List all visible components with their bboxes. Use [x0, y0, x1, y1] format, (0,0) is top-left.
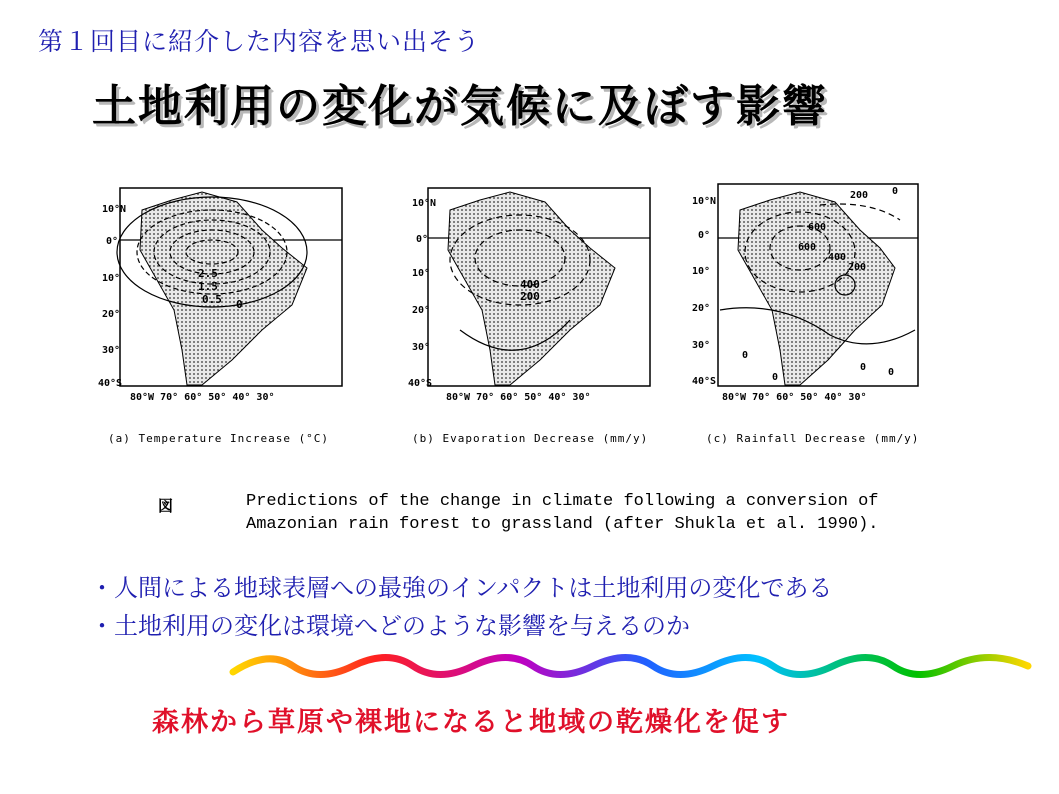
lat-label: 40°S: [408, 378, 433, 389]
lon-labels: 80°W 70° 60° 50° 40° 30°: [446, 392, 591, 403]
contour-label: 400: [828, 252, 847, 263]
contour-label: 0: [742, 350, 749, 361]
lat-label: 30°: [102, 345, 121, 356]
lat-label: 10°N: [692, 196, 717, 207]
lat-label: 0°: [416, 234, 429, 245]
contour-label: 0: [860, 362, 867, 373]
lat-label: 10°: [692, 266, 711, 277]
panel-evaporation-map: [420, 180, 660, 395]
contour-label: 1.5: [198, 280, 218, 293]
panel-rainfall-map: [710, 180, 950, 395]
contour-label: 0: [892, 186, 899, 197]
lat-label: 30°: [412, 342, 431, 353]
lat-label: 10°N: [102, 204, 127, 215]
lat-label: 20°: [102, 309, 121, 320]
figure-mark: 図: [158, 497, 174, 515]
contour-label: 600: [798, 242, 817, 253]
lat-label: 0°: [698, 230, 711, 241]
bullet-point-2: ・土地利用の変化は環境へどのような影響を与えるのか: [90, 612, 690, 640]
figure-caption-line2: Amazonian rain forest to grassland (after Shukla et al. 1990).: [246, 515, 879, 534]
slide-title: 土地利用の変化が気候に及ぼす影響: [92, 81, 828, 132]
lat-label: 10°N: [412, 198, 437, 209]
lat-label: 40°S: [98, 378, 123, 389]
evaporation-map-graphic: [420, 180, 660, 395]
panel-caption-a: (a) Temperature Increase (°C): [108, 432, 330, 445]
lat-label: 10°: [412, 268, 431, 279]
conclusion-text: 森林から草原や裸地になると地域の乾燥化を促す: [152, 707, 790, 738]
rainbow-wave-decoration: [228, 644, 1033, 694]
contour-label: 200: [850, 190, 869, 201]
panel-temperature-map: [112, 180, 352, 395]
contour-label: 0.5: [202, 293, 222, 306]
contour-label: 200: [520, 290, 540, 303]
lat-label: 20°: [412, 305, 431, 316]
lat-label: 20°: [692, 303, 711, 314]
bullet-point-1: ・人間による地球表層への最強のインパクトは土地利用の変化である: [90, 574, 833, 602]
contour-label: 0: [888, 367, 895, 378]
lon-labels: 80°W 70° 60° 50° 40° 30°: [722, 392, 867, 403]
lat-label: 40°S: [692, 376, 717, 387]
panel-caption-c: (c) Rainfall Decrease (mm/y): [706, 432, 920, 445]
figure-caption-line1: Predictions of the change in climate following a conversion of: [246, 492, 879, 511]
contour-label: 0: [236, 298, 243, 311]
contour-label: 600: [808, 222, 827, 233]
contour-label: 0: [772, 372, 779, 383]
slide-subtitle: 第１回目に紹介した内容を思い出そう: [38, 27, 481, 56]
lat-label: 10°: [102, 273, 121, 284]
lat-label: 0°: [106, 236, 119, 247]
temperature-map-graphic: [112, 180, 352, 395]
contour-label: 400: [520, 278, 540, 291]
contour-label: 2.5: [198, 267, 218, 280]
panel-caption-b: (b) Evaporation Decrease (mm/y): [412, 432, 649, 445]
lat-label: 30°: [692, 340, 711, 351]
contour-label: 200: [848, 262, 867, 273]
lon-labels: 80°W 70° 60° 50° 40° 30°: [130, 392, 275, 403]
rainfall-map-graphic: [710, 180, 950, 395]
